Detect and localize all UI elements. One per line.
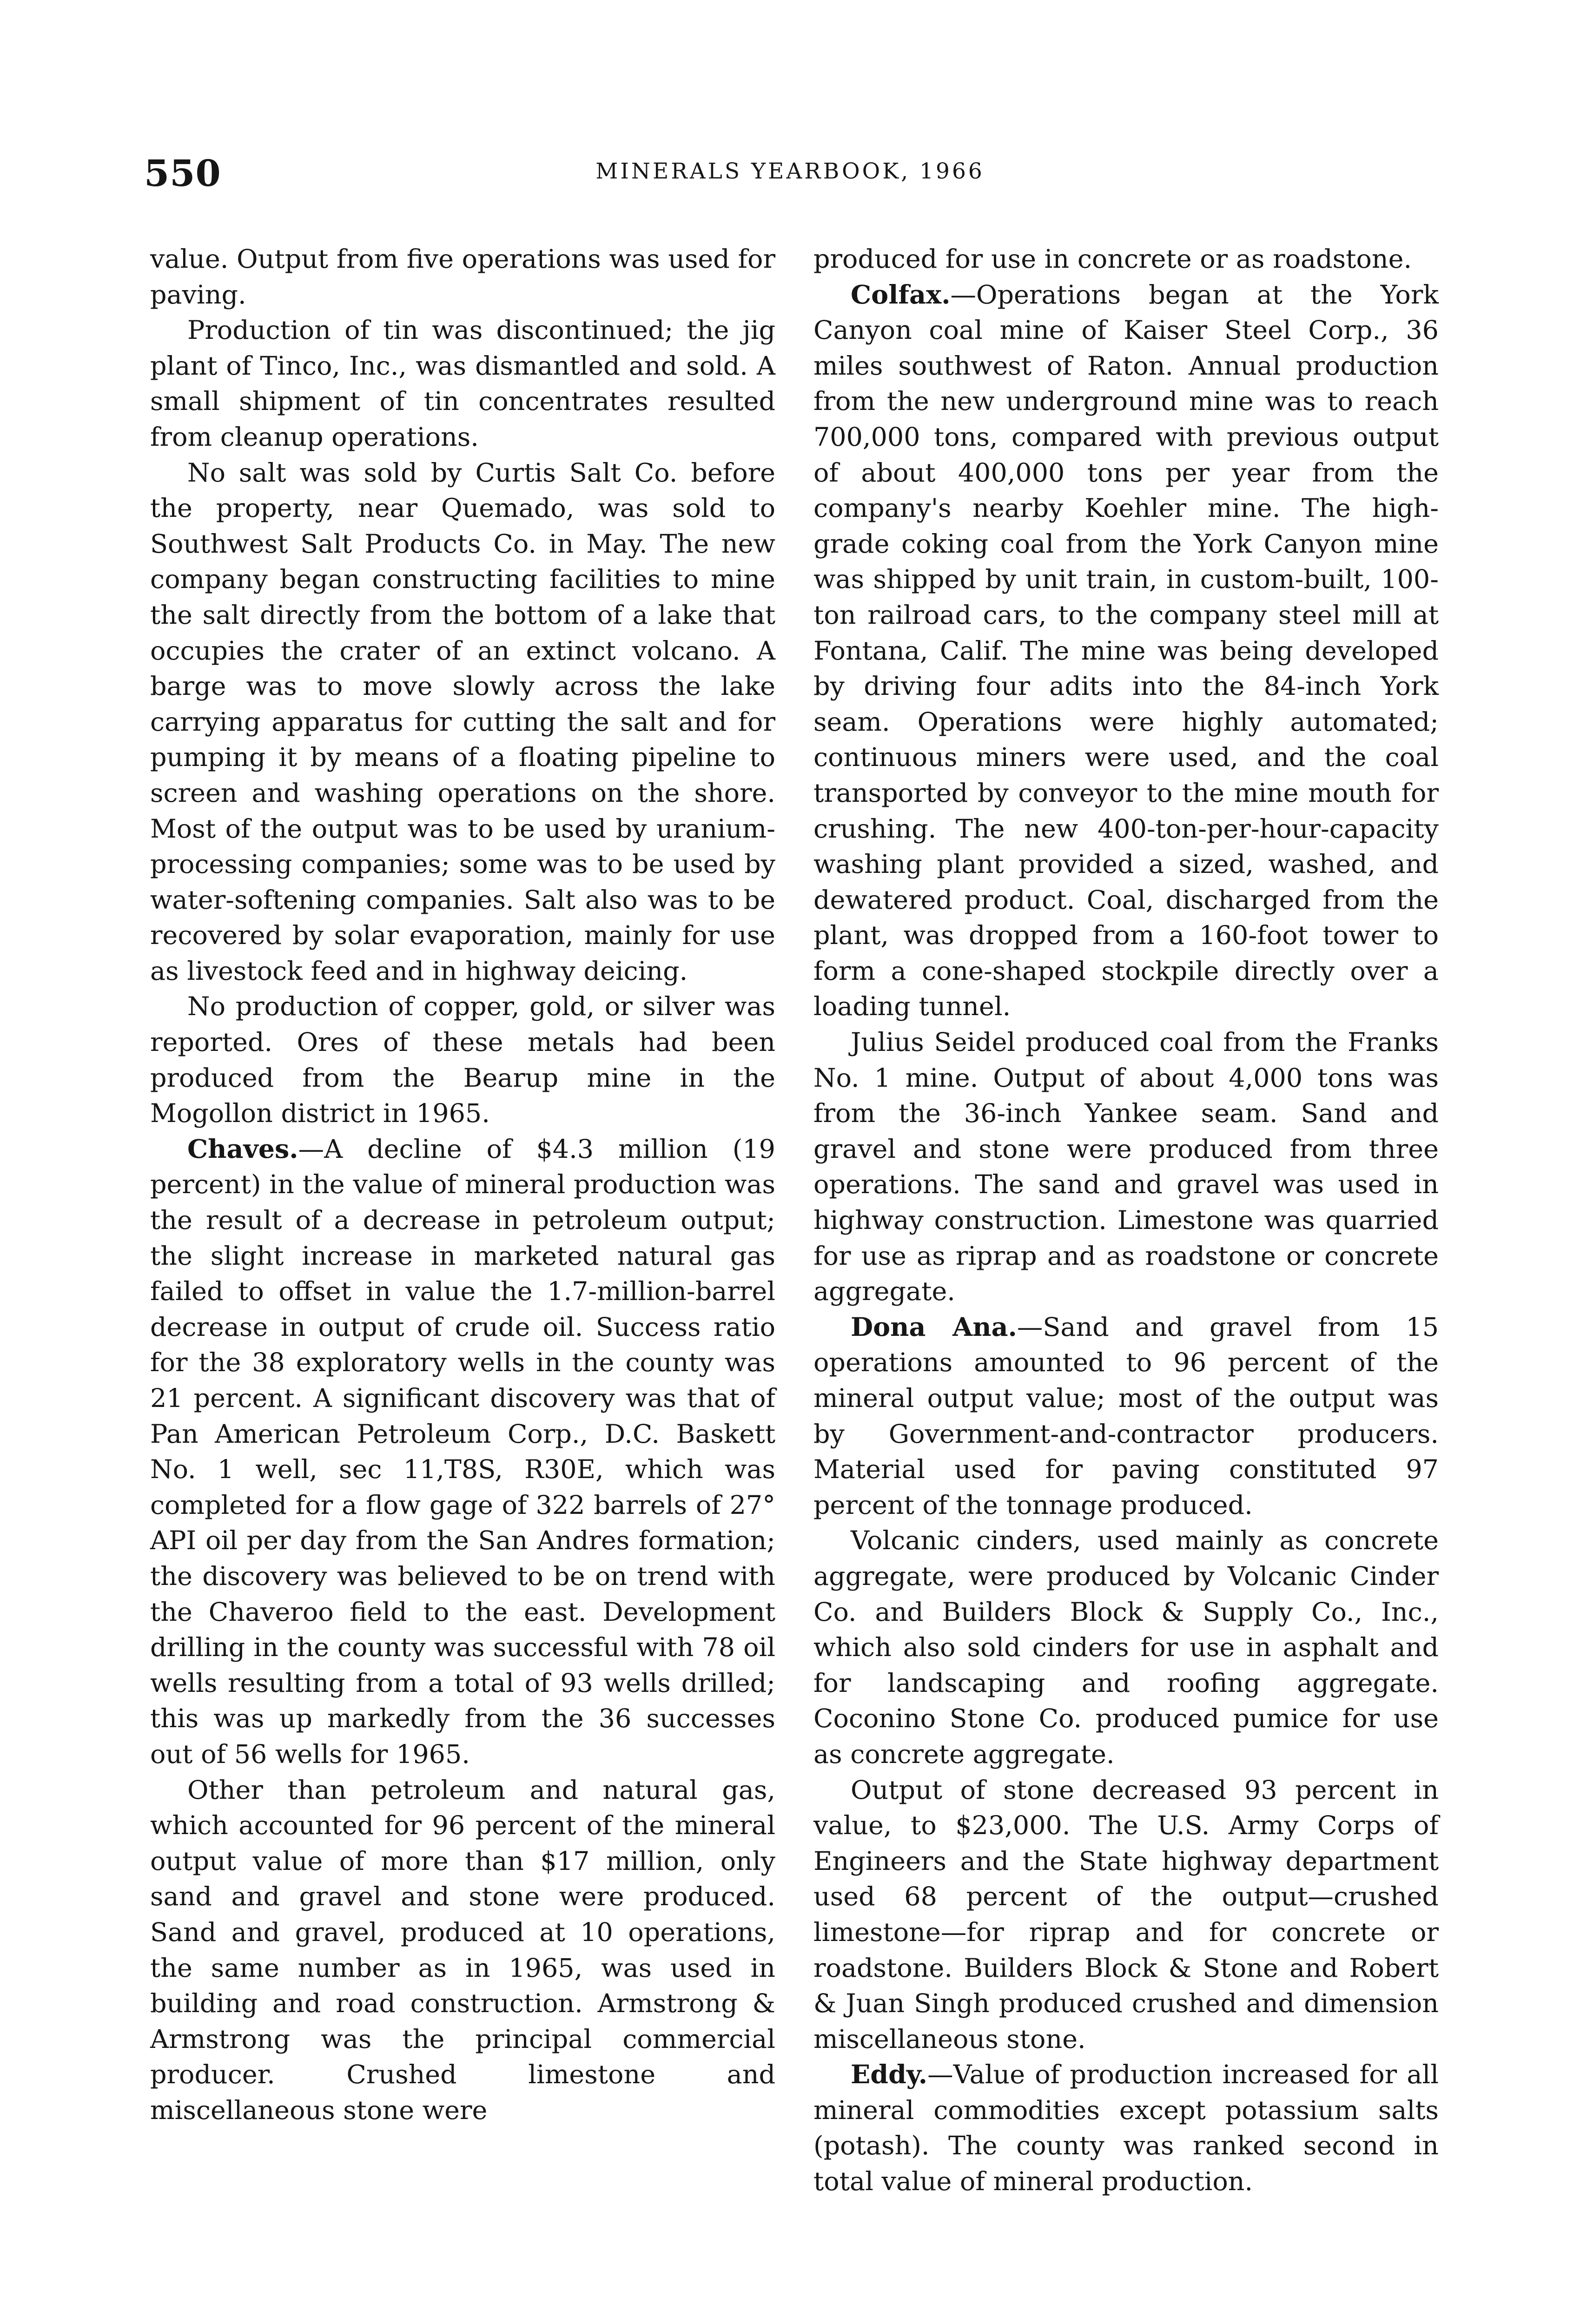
section-heading-chaves: Chaves. <box>187 1134 298 1164</box>
paragraph: No salt was sold by Curtis Salt Co. before the property, near Quemado, was sold to Southwest Salt Products Co. in May. The new company began constructing facilities to mine the salt directly from the bottom of a lake that occupies the crater of an extinct volcano. A barge was to move slowly across the lake carrying apparatus for cutting the salt and for pumping it by means of a floating pipeline to screen and washing operations on the shore. Most of the output was to be used by uranium-processing companies; some was to be used by water-softening companies. Salt also was to be recovered by solar evaporation, mainly for use as livestock feed and in highway deicing. <box>150 457 775 986</box>
running-title: MINERALS YEARBOOK, 1966 <box>595 158 985 184</box>
paragraph-colfax <box>813 277 1439 1025</box>
left-column <box>150 242 775 2128</box>
paragraph: value. Output from five operations was used for paving. <box>150 244 775 310</box>
paragraph: Output of stone decreased 93 percent in value, to $23,000. The U.S. Army Corps of Engineers and the State highway department used 68 percent of the output—crushed limestone—for riprap and for concrete or roadstone. Builders Block & Stone and Robert & Juan Singh produced crushed and dimension miscellaneous stone. <box>813 1775 1439 2054</box>
right-column <box>813 242 1439 2200</box>
paragraph: produced for use in concrete or as roadstone. <box>813 244 1412 274</box>
paragraph-body: —Operations began at the York Canyon coal mine of Kaiser Steel Corp., 36 miles southwest of Raton. Annual production from the new underground mine was to reach 700,000 tons, compared with previous output of about 400,000 tons per year from the company's nearby Koehler mine. The high-grade coking coal from the York Canyon mine was shipped by unit train, in custom-built, 100-ton railroad cars, to the company steel mill at Fontana, Calif. The mine was being developed by driving four adits into the 84-inch York seam. Operations were highly automated; continuous miners were used, and the coal transported by conveyor to the mine mouth for crushing. The new 400-ton-per-hour-capacity washing plant provided a sized, washed, and dewatered product. Coal, discharged from the plant, was dropped from a 160-foot tower to form a cone-shaped stockpile directly over a loading tunnel. <box>813 279 1439 1022</box>
paragraph: No production of copper, gold, or silver was reported. Ores of these metals had been produced from the Bearup mine in the Mogollon district in 1965. <box>150 991 775 1129</box>
paragraph: Volcanic cinders, used mainly as concrete aggregate, were produced by Volcanic Cinder Co. and Builders Block & Supply Co., Inc., which also sold cinders for use in asphalt and for landscaping and roofing aggregate. Coconino Stone Co. produced pumice for use as concrete aggregate. <box>813 1525 1439 1769</box>
paragraph: Other than petroleum and natural gas, which accounted for 96 percent of the mineral output value of more than $17 million, only sand and gravel and stone were produced. Sand and gravel, produced at 10 operations, the same number as in 1965, was used in building and road construction. Armstrong & Armstrong was the principal commercial producer. Crushed limestone and miscellaneous stone were <box>150 1775 775 2126</box>
paragraph-body: —A decline of $4.3 million (19 percent) in the value of mineral production was the result of a decrease in petroleum output; the slight increase in marketed natural gas failed to offset in value the 1.7-million-barrel decrease in output of crude oil. Success ratio for the 38 exploratory wells in the county was 21 percent. A significant discovery was that of Pan American Petroleum Corp., D.C. Baskett No. 1 well, sec 11,T8S, R30E, which was completed for a flow gage of 322 barrels of 27° API oil per day from the San Andres formation; the discovery was believed to be on trend with the Chaveroo field to the east. Development drilling in the county was successful with 78 oil wells resulting from a total of 93 wells drilled; this was up markedly from the 36 successes out of 56 wells for 1965. <box>150 1134 775 1769</box>
section-heading-dona-ana: Dona Ana. <box>851 1312 1017 1342</box>
paragraph-body: —Sand and gravel from 15 operations amounted to 96 percent of the mineral output value; most of the output was by Government-and-contractor producers. Material used for paving constituted 97 percent of the tonnage produced. <box>813 1312 1439 1520</box>
page-number: 550 <box>144 152 221 195</box>
paragraph-chaves <box>150 1132 775 1773</box>
paragraph-eddy <box>813 2057 1439 2199</box>
section-heading-eddy: Eddy. <box>851 2060 928 2090</box>
paragraph: Julius Seidel produced coal from the Franks No. 1 mine. Output of about 4,000 tons was from the 36-inch Yankee seam. Sand and gravel and stone were produced from three operations. The sand and gravel was used in highway construction. Limestone was quarried for use as riprap and as roadstone or concrete aggregate. <box>813 1027 1439 1307</box>
paragraph-dona-ana <box>813 1310 1439 1524</box>
section-heading-colfax: Colfax. <box>851 279 951 310</box>
paragraph-body: —Value of production increased for all mineral commodities except potassium salts (potash). The county was ranked second in total value of mineral production. <box>813 2060 1439 2197</box>
paragraph: Production of tin was discontinued; the jig plant of Tinco, Inc., was dismantled and sold. A small shipment of tin concentrates resulted from cleanup operations. <box>150 315 775 452</box>
